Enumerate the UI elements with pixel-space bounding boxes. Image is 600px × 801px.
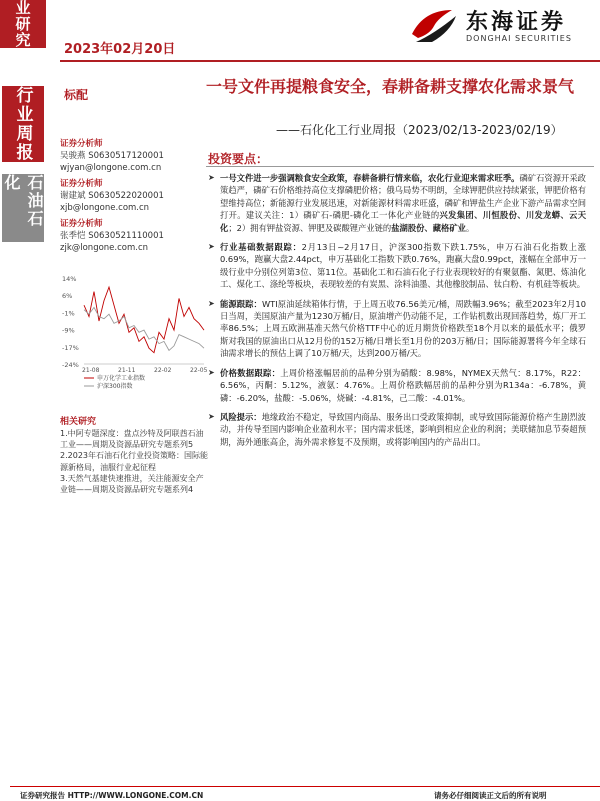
series-line-1 xyxy=(84,287,204,353)
highlight-item xyxy=(208,298,586,360)
logo-en-text: DONGHAI SECURITIES xyxy=(466,34,572,43)
highlight-lead: 一号文件进一步强调粮食安全政策，春耕备耕行情来临，农化行业迎来需求旺季。 xyxy=(220,173,520,183)
highlight-item xyxy=(208,241,586,291)
highlight-text: 地缘政治不稳定，导致国内商品、服务出口受政策抑制，或导致国际能源价格产生剧烈波动，并传导至国内影响企业盈利水平；国内需求低迷，影响到相应企业的利润；美联储加息节奏超预期，海外通胀高企，海外需求修复不及预期，或将影响国内的产品出口。 xyxy=(220,411,586,447)
legend-label-1: 申万化学工业指数 xyxy=(97,375,146,382)
analyst-label: 证券分析师 xyxy=(60,219,103,229)
bullet-arrow-icon: ➤ xyxy=(208,411,215,421)
series-line-2 xyxy=(84,307,204,350)
highlight-lead: 风险提示： xyxy=(220,411,262,422)
highlight-item xyxy=(208,172,586,234)
y-tick-label: 6% xyxy=(62,292,73,301)
highlight-item xyxy=(208,367,586,404)
highlight-text: 。 xyxy=(465,222,475,233)
bullet-arrow-icon: ➤ xyxy=(208,298,215,308)
analyst-block-1 xyxy=(60,138,200,174)
analyst-label: 证券分析师 xyxy=(60,179,103,189)
analyst-name: 吴骏燕 S0630517120001 xyxy=(60,151,164,161)
highlight-companies: 盐湖股份、藏格矿业 xyxy=(391,222,466,233)
report-subtitle: ——石化化工行业周报（2023/02/13-2023/02/19） xyxy=(276,123,563,137)
header-divider xyxy=(60,60,600,62)
x-tick-label: 21-11 xyxy=(118,367,136,374)
analyst-email[interactable]: wjyan@longone.com.cn xyxy=(60,163,162,173)
index-performance-chart xyxy=(60,272,208,394)
highlight-text: 上周价格涨幅居前的品种分别为硝酸：8.98%，NYMEX天然气：8.17%，R22：6.56%，丙酮：5.12%，液氨：4.76%。上周价格跌幅居前的品种分别为R134a：-6.78%，黄磷：-6.20%，盐酸：-5.06%，烧碱：-4.81%，己二酸：-4.01%。 xyxy=(220,367,586,403)
highlight-text: ；2）拥有钾盐资源、钾肥及碳酸锂产业链的 xyxy=(228,222,392,233)
related-research-title: 相关研究 xyxy=(60,417,97,427)
y-tick-label: -9% xyxy=(62,326,75,335)
analyst-email[interactable]: xjb@longone.com.cn xyxy=(60,203,150,213)
highlight-lead: 能源跟踪： xyxy=(220,298,262,309)
analyst-block-3 xyxy=(60,218,200,254)
left-sidebar xyxy=(0,0,46,800)
x-tick-label: 21-08 xyxy=(82,367,100,374)
category-weekly-report: 行业周报 xyxy=(2,86,44,162)
report-type-tab: 业研究 xyxy=(0,0,46,48)
report-date: 2023年02月20日 xyxy=(64,42,176,57)
related-research-list xyxy=(60,428,208,495)
x-tick-label: 22-02 xyxy=(154,367,172,374)
category-petrochemical: 石油石化 xyxy=(2,174,44,242)
y-tick-label: 14% xyxy=(62,275,77,283)
section-divider xyxy=(206,166,594,167)
legend-label-2: 沪深300指数 xyxy=(97,383,133,390)
analyst-label: 证券分析师 xyxy=(60,139,103,149)
footer-website[interactable]: 证券研究报告 HTTP://WWW.LONGONE.COM.CN xyxy=(20,791,204,800)
analyst-name: 张季恺 S0630521110001 xyxy=(60,231,164,241)
analyst-email[interactable]: zjk@longone.com.cn xyxy=(60,243,149,253)
logo-cn-text: 东海证券 xyxy=(466,9,567,35)
industry-rating: 标配 xyxy=(64,88,89,102)
related-research-item[interactable]: 3.天然气基建快速推进，关注能源安全产业链——周期及资源品研究专题系列4 xyxy=(60,473,204,495)
analyst-name: 谢建斌 S0630522020001 xyxy=(60,191,164,201)
report-title: 一号文件再提粮食安全，春耕备耕支撑农化需求景气 xyxy=(206,77,575,96)
bullet-arrow-icon: ➤ xyxy=(208,242,215,252)
logo-emblem-icon xyxy=(408,4,460,48)
x-tick-label: 22-05 xyxy=(190,367,208,374)
y-tick-label: -24% xyxy=(62,361,79,369)
highlight-text: 2月13日~2月17日，沪深300指数下跌1.75%，申万石油石化指数上涨0.69%，跑赢大盘2.44pct，申万基础化工指数下跌0.76%，跑赢大盘0.99pct，涨幅在全部申万一级行业中分别位列第3位、第11位。基础化工和石油石化子行业表现较好的有聚氨酯、氮肥、炼油化工、煤化工、涤纶等板块，表现较差的有炭黑、涂料油墨、其他橡胶制品、钛白粉、有机硅等板块。 xyxy=(220,242,586,290)
bullet-arrow-icon: ➤ xyxy=(208,367,215,377)
bullet-arrow-icon: ➤ xyxy=(208,173,215,182)
highlight-lead: 行业基础数据跟踪： xyxy=(220,242,302,253)
highlight-companies: 兴发集团、川恒股份、川发龙蟒、云天化 xyxy=(220,210,586,233)
footer-divider xyxy=(10,786,600,787)
y-tick-label: -17% xyxy=(62,343,79,352)
highlight-text: WTI原油延续箱体行情，于上周五收76.56美元/桶，周跌幅3.96%；截至2023年2月10日当周，美国原油产量为1230万桶/日，原油增产仍动能不足，工作钻机数出现回落趋势，炼厂开工率86.5%；上周五欧洲基准天然气价格TTF中心的近月期货价格跌至18个月以来的最低水平；俄罗斯对我国的原油出口从12月份的152万桶/日增长至1月份的203万桶/日；国际能源署将今年全球石油需求增长的预估上调了10万桶/天，达到200万桶/天。 xyxy=(220,298,586,359)
highlight-text: 磷矿石资源开采政策趋严，磷矿石价格维持高位支撑磷肥价格；俄乌局势不明朗，全球钾肥供应持续紧张，钾肥价格有望维持高位；新能源行业发展迅速，对新能源材料需求旺盛，磷矿和钾盐生产企业下游产品需求空间打开。建议关注：1）磷矿石-磷肥-磷化工一体化产业链的 xyxy=(220,173,586,221)
analyst-block-2 xyxy=(60,178,200,214)
related-research-item[interactable]: 2.2023年石油石化行业投资策略：国际能源新格局，油服行业起征程 xyxy=(60,451,208,472)
footer-disclaimer: 请务必仔细阅读正文后的所有说明 xyxy=(434,791,547,800)
y-tick-label: -1% xyxy=(62,309,75,318)
related-research-item[interactable]: 1.中阿专题深度：盘点沙特及阿联酋石油工业——周期及资源品研究专题系列5 xyxy=(60,429,204,450)
highlight-lead: 价格数据跟踪： xyxy=(220,367,281,378)
section-title: 投资要点： xyxy=(208,152,269,166)
company-logo xyxy=(408,4,598,48)
investment-highlights xyxy=(208,172,586,455)
highlight-item xyxy=(208,411,586,448)
